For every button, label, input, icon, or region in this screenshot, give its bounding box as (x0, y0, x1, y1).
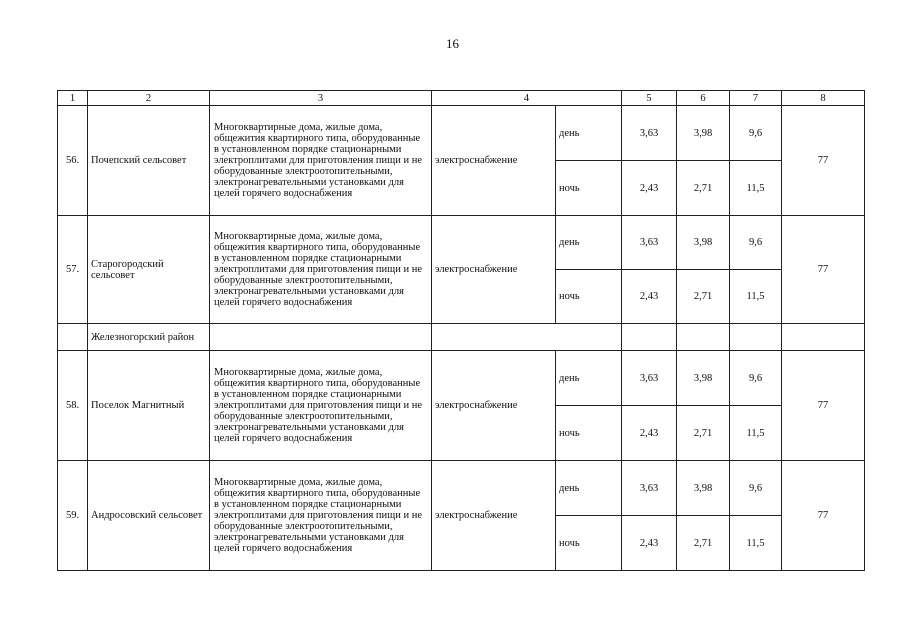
header-cell: 4 (432, 91, 622, 106)
value-col5: 2,43 (622, 161, 677, 216)
value-col5: 2,43 (622, 270, 677, 324)
header-cell: 7 (730, 91, 782, 106)
row-service: электроснабжение (432, 351, 556, 461)
header-cell: 2 (88, 91, 210, 106)
page-number: 16 (446, 36, 459, 51)
row-number: 59. (58, 461, 88, 571)
value-col6: 3,98 (677, 461, 730, 516)
period-label: ночь (556, 161, 622, 216)
value-col7: 11,5 (730, 270, 782, 324)
row-service: электроснабжение (432, 106, 556, 216)
period-label: день (556, 351, 622, 406)
value-col7: 9,6 (730, 106, 782, 161)
header-cell: 5 (622, 91, 677, 106)
table-row (58, 216, 865, 270)
row-number: 57. (58, 216, 88, 324)
table-row (58, 461, 865, 516)
header-cell: 8 (782, 91, 865, 106)
row-description: Многоквартирные дома, жилые дома, общежития квартирного типа, оборудованные в установленном порядке стационарными электроплитами для приготовления пищи и не оборудованные электроотопительными, электронагревательными установками для целей горячего водоснабжения (210, 106, 432, 216)
period-label: ночь (556, 516, 622, 571)
tariff-table (57, 90, 865, 571)
period-label: ночь (556, 406, 622, 461)
period-label: день (556, 106, 622, 161)
row-name: Поселок Магнитный (88, 351, 210, 461)
row-name: Старогородский сельсовет (88, 216, 210, 324)
row-name: Андросовский сельсовет (88, 461, 210, 571)
value-col6: 2,71 (677, 516, 730, 571)
header-cell: 3 (210, 91, 432, 106)
value-col5: 2,43 (622, 516, 677, 571)
table-row (58, 106, 865, 161)
period-label: день (556, 461, 622, 516)
value-col5: 3,63 (622, 106, 677, 161)
row-number: 58. (58, 351, 88, 461)
empty-cell (622, 324, 677, 351)
value-col7: 9,6 (730, 461, 782, 516)
row-service: электроснабжение (432, 216, 556, 324)
value-col6: 2,71 (677, 270, 730, 324)
value-col7: 9,6 (730, 351, 782, 406)
empty-cell (677, 324, 730, 351)
value-col7: 11,5 (730, 406, 782, 461)
value-col6: 3,98 (677, 351, 730, 406)
row-number: 56. (58, 106, 88, 216)
empty-cell (782, 324, 865, 351)
value-col7: 11,5 (730, 516, 782, 571)
district-name: Железногорский район (88, 324, 210, 351)
row-description: Многоквартирные дома, жилые дома, общежития квартирного типа, оборудованные в установленном порядке стационарными электроплитами для приготовления пищи и не оборудованные электроотопительными, электронагревательными установками для целей горячего водоснабжения (210, 216, 432, 324)
value-col5: 3,63 (622, 351, 677, 406)
value-col5: 2,43 (622, 406, 677, 461)
value-col8: 77 (782, 106, 865, 216)
period-label: день (556, 216, 622, 270)
district-row (58, 324, 865, 351)
header-cell: 6 (677, 91, 730, 106)
value-col6: 3,98 (677, 216, 730, 270)
row-description: Многоквартирные дома, жилые дома, общежития квартирного типа, оборудованные в установленном порядке стационарными электроплитами для приготовления пищи и не оборудованные электроотопительными, электронагревательными установками для целей горячего водоснабжения (210, 461, 432, 571)
table-row (58, 351, 865, 406)
row-description: Многоквартирные дома, жилые дома, общежития квартирного типа, оборудованные в установленном порядке стационарными электроплитами для приготовления пищи и не оборудованные электроотопительными, электронагревательными установками для целей горячего водоснабжения (210, 351, 432, 461)
value-col5: 3,63 (622, 216, 677, 270)
value-col6: 2,71 (677, 161, 730, 216)
period-label: ночь (556, 270, 622, 324)
value-col8: 77 (782, 216, 865, 324)
value-col7: 11,5 (730, 161, 782, 216)
value-col6: 2,71 (677, 406, 730, 461)
value-col5: 3,63 (622, 461, 677, 516)
value-col8: 77 (782, 461, 865, 571)
value-col6: 3,98 (677, 106, 730, 161)
value-col8: 77 (782, 351, 865, 461)
row-name: Почепский сельсовет (88, 106, 210, 216)
value-col7: 9,6 (730, 216, 782, 270)
empty-cell (210, 324, 432, 351)
header-cell: 1 (58, 91, 88, 106)
empty-cell (730, 324, 782, 351)
header-row (58, 91, 865, 106)
empty-cell (58, 324, 88, 351)
empty-cell (432, 324, 622, 351)
row-service: электроснабжение (432, 461, 556, 571)
